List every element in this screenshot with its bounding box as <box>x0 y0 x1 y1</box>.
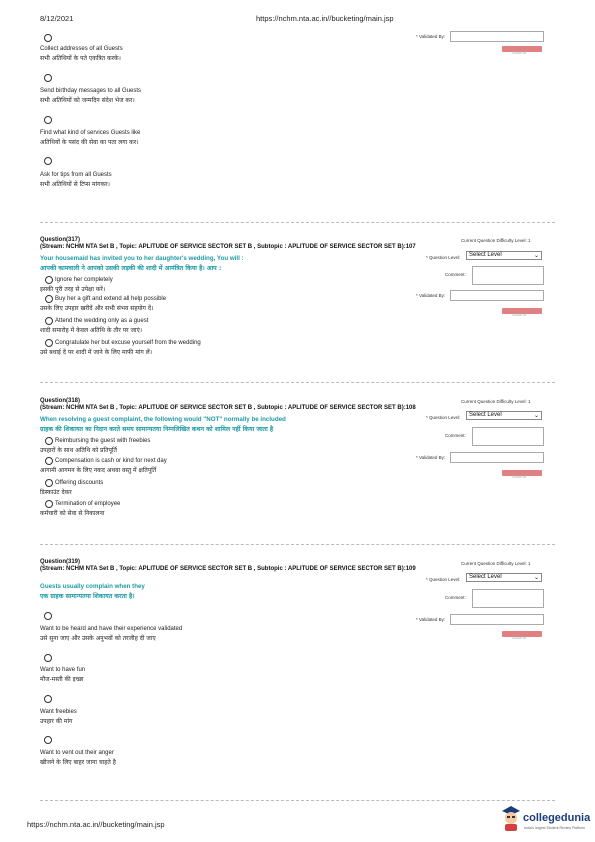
comment-textarea[interactable] <box>472 427 544 446</box>
option-text-hi: उपहार की मांग <box>40 718 73 725</box>
option-text-hi: खीजने के लिए बाहर जाना चाहते है <box>40 759 116 766</box>
option-text-hi: कर्मचारी को सेवा से निकालना <box>40 510 105 517</box>
chevron-down-icon: ⌄ <box>533 253 539 259</box>
radio-button[interactable] <box>44 736 52 744</box>
option-text-en: Send birthday messages to all Guests <box>40 88 142 94</box>
radio-button[interactable] <box>44 157 52 165</box>
submit-button[interactable]: Submit <box>502 308 542 314</box>
option-text-hi: सभी अतिथियों के पते एकत्रित करके। <box>40 55 121 62</box>
print-date: 8/12/2021 <box>40 14 74 23</box>
validated-by-label: * Validated By: <box>416 34 446 39</box>
validated-by-label: * Validated By: <box>416 617 446 622</box>
chevron-down-icon: ⌄ <box>533 575 539 581</box>
option-text-hi: शादी समारोह में केवल अतिथि के तौर पर जाएं। <box>40 327 143 334</box>
option-text-en: Want to have fun <box>40 667 86 673</box>
option-text-hi: मौज-मस्ती की इच्छा <box>40 676 84 683</box>
question-stream: (Stream: NCHM NTA Set B , Topic: APLITUDE OF SERVICE SECTOR SET B , Subtopic : APLITUDE OF SERVICE SECTOR SET B):109 <box>40 566 416 572</box>
radio-button[interactable] <box>45 276 53 284</box>
section-divider <box>40 800 555 801</box>
option-text-en: Offering discounts <box>55 480 104 486</box>
question-level-label: * Question Level: <box>426 577 461 582</box>
option-text-en: Attend the wedding only as a guest <box>55 318 149 324</box>
radio-button[interactable] <box>45 479 53 487</box>
comment-textarea[interactable] <box>472 266 544 285</box>
question-title: Question(317) <box>40 237 81 243</box>
validated-by-input[interactable] <box>450 452 544 463</box>
difficulty-level: Current Question Difficulty Level: 1 <box>461 238 531 243</box>
question-stream: (Stream: NCHM NTA Set B , Topic: APLITUDE OF SERVICE SECTOR SET B , Subtopic : APLITUDE OF SERVICE SECTOR SET B):107 <box>40 244 416 250</box>
validated-by-input[interactable] <box>450 290 544 301</box>
option-text-hi: उसके लिए उपहार खरीदें और सभी संभव सहयोग दें। <box>40 305 154 312</box>
radio-button[interactable] <box>45 457 53 465</box>
radio-button[interactable] <box>45 437 53 445</box>
option-text-en: Congratulate her but excuse yourself from the wedding <box>55 340 201 346</box>
section-divider <box>40 544 555 545</box>
option-text-hi: सभी अतिथियों से टिप्स मांगकर। <box>40 181 110 188</box>
radio-button[interactable] <box>44 695 52 703</box>
radio-button[interactable] <box>44 34 52 42</box>
question-text-hi: आपकी कामवाली ने आपको उसकी लड़की की शादी में आमंत्रित किया है। आप : <box>40 265 222 272</box>
question-title: Question(319) <box>40 559 81 565</box>
option-text-hi: उसे सुना जाए और उसके अनुभवों को तरजीह दी जाए <box>40 635 156 642</box>
question-level-select[interactable]: Select Level ⌄ <box>466 251 542 260</box>
option-text-en: Buy her a gift and extend all help possible <box>55 296 167 302</box>
validated-by-input[interactable] <box>450 31 544 42</box>
option-text-hi: इसकी पूरी तरह से उपेक्षा करें। <box>40 286 106 293</box>
question-text-en: Guests usually complain when they <box>40 583 145 590</box>
radio-button[interactable] <box>45 339 53 347</box>
comment-label: Comment: <box>445 433 466 438</box>
validated-by-label: * Validated By: <box>416 293 446 298</box>
print-url: https://nchm.nta.ac.in//bucketing/main.jsp <box>256 14 394 23</box>
section-divider <box>40 222 555 223</box>
option-text-en: Collect addresses of all Guests <box>40 46 123 52</box>
difficulty-level: Current Question Difficulty Level: 1 <box>461 561 531 566</box>
validated-by-label: * Validated By: <box>416 455 446 460</box>
footer-url: https://nchm.nta.ac.in//bucketing/main.jsp <box>27 820 165 829</box>
radio-button[interactable] <box>44 74 52 82</box>
option-text-en: Want to be heard and have their experience validated <box>40 626 183 632</box>
option-text-en: Want to vent out their anger <box>40 750 114 756</box>
option-text-hi: डिस्काउंट देकर <box>40 489 72 496</box>
submit-button[interactable]: Submit <box>502 470 542 476</box>
graduate-mascot-icon <box>500 805 522 831</box>
option-text-hi: उपहारों के साथ अतिथि को प्रतिपूर्ति <box>40 447 117 454</box>
question-level-select[interactable]: Select Level ⌄ <box>466 573 542 582</box>
question-level-select[interactable]: Select Level ⌄ <box>466 411 542 420</box>
option-text-hi: उसे बधाई दें पर शादी में जाने के लिए माफी मांग लें। <box>40 349 153 356</box>
radio-button[interactable] <box>45 500 53 508</box>
option-text-hi: अतिथियों के पसंद की सेवा का पता लगा कर। <box>40 139 139 146</box>
radio-button[interactable] <box>45 295 53 303</box>
option-text-en: Find what kind of services Guests like <box>40 130 141 136</box>
option-text-en: Ignore her completely <box>55 277 113 283</box>
comment-textarea[interactable] <box>472 589 544 608</box>
question-title: Question(318) <box>40 398 81 404</box>
option-text-hi: आगामी आगमन के लिए नकद अथवा वस्तु में क्षतिपूर्ति <box>40 467 157 474</box>
radio-button[interactable] <box>44 116 52 124</box>
question-text-en: Your housemaid has invited you to her daughter's wedding, You will : <box>40 255 244 262</box>
chevron-down-icon: ⌄ <box>533 413 539 419</box>
question-text-en: When resolving a guest complaint, the following would "NOT" normally be included <box>40 416 286 423</box>
radio-button[interactable] <box>45 317 53 325</box>
question-stream: (Stream: NCHM NTA Set B , Topic: APLITUDE OF SERVICE SECTOR SET B , Subtopic : APLITUDE OF SERVICE SECTOR SET B):108 <box>40 405 416 411</box>
option-text-en: Ask for tips from all Guests <box>40 172 112 178</box>
comment-label: Comment: <box>445 272 466 277</box>
section-divider <box>40 382 555 383</box>
radio-button[interactable] <box>44 654 52 662</box>
radio-button[interactable] <box>44 612 52 620</box>
option-text-hi: सभी अतिथियों को जन्मदिन संदेश भेज कर। <box>40 97 135 104</box>
submit-button[interactable]: Submit <box>502 631 542 637</box>
question-text-hi: ग्राहक की शिकायत का निदान करते समय सामान्यतया निम्नलिखित कथन को शामिल नहीं किया जाता है <box>40 426 274 433</box>
validated-by-input[interactable] <box>450 614 544 625</box>
option-text-en: Reimbursing the guest with freebies <box>55 438 151 444</box>
question-level-label: * Question Level: <box>426 255 461 260</box>
question-text-hi: एक ग्राहक सामान्यतया शिकायत करता है। <box>40 593 135 600</box>
option-text-en: Termination of employee <box>55 501 121 507</box>
option-text-en: Want freebies <box>40 709 77 715</box>
difficulty-level: Current Question Difficulty Level: 1 <box>461 399 531 404</box>
comment-label: Comment: <box>445 595 466 600</box>
question-level-label: * Question Level: <box>426 415 461 420</box>
submit-button[interactable]: Submit <box>502 46 542 52</box>
option-text-en: Compensation is cash or kind for next day <box>55 458 167 464</box>
